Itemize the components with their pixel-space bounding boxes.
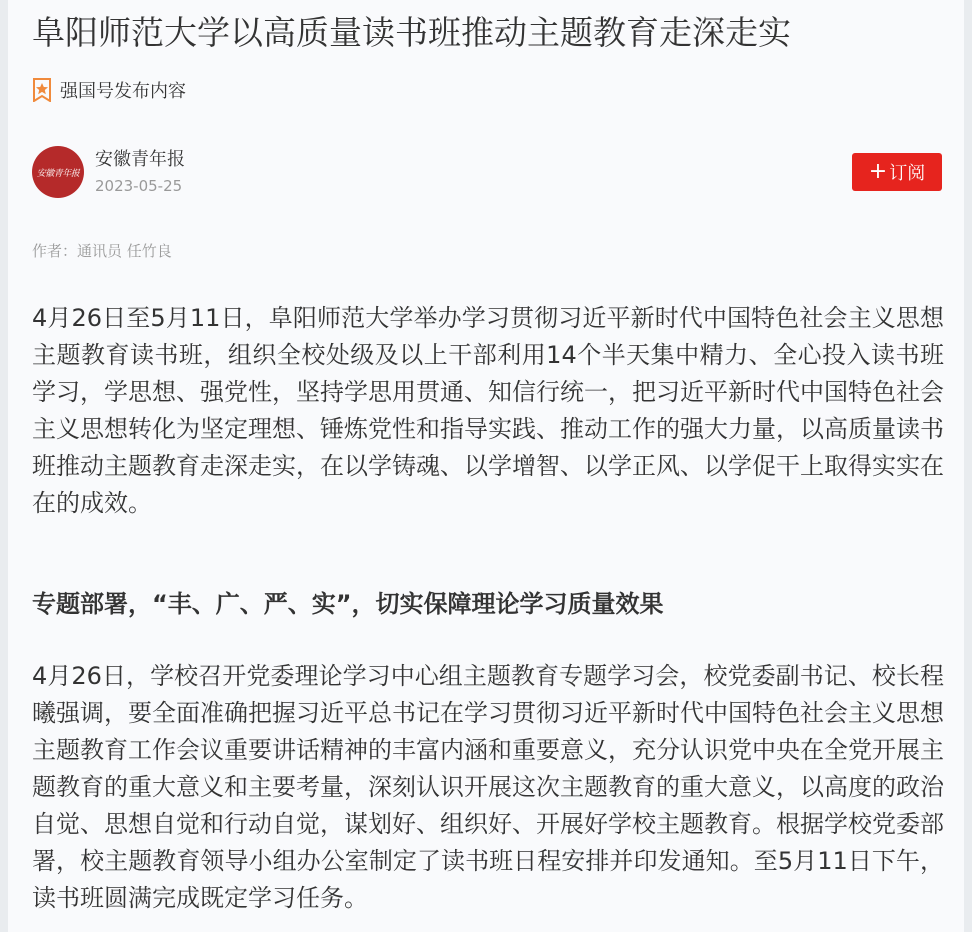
publisher-avatar[interactable] <box>32 146 84 198</box>
article-paragraph-1: 4月26日至5月11日，阜阳师范大学举办学习贯彻习近平新时代中国特色社会主义思想主题教育读书班，组织全校处级及以上干部利用14个半天集中精力、全心投入读书班学习，学思想、强党性，坚持学思用贯通、知信行统一，把习近平新时代中国特色社会主义思想转化为坚定理想、锤炼党性和指导实践、推动工作的强大力量，以高质量读书班推动主题教育走深走实，在以学铸魂、以学增智、以学正风、以学促干上取得实实在在的成效。 <box>32 304 944 517</box>
source-label: 强国号发布内容 <box>60 81 186 102</box>
publisher-name[interactable]: 安徽青年报 <box>95 149 185 170</box>
byline-prefix: 作者： <box>32 242 78 260</box>
section-heading: 专题部署，“丰、广、严、实”，切实保障理论学习质量效果 <box>32 590 664 618</box>
source-tag <box>32 76 186 104</box>
byline-author: 通讯员 任竹良 <box>77 242 172 260</box>
publish-date: 2023-05-25 <box>95 177 183 195</box>
article-title: 阜阳师范大学以高质量读书班推动主题教育走深走实 <box>32 13 791 52</box>
byline <box>32 240 172 262</box>
article-card <box>8 0 964 932</box>
subscribe-label: 订阅 <box>889 163 926 184</box>
star-bookmark-icon <box>32 78 52 102</box>
plus-icon: + <box>868 159 888 184</box>
avatar-logo-text: 安徽青年报 <box>36 168 80 179</box>
article-paragraph-2: 4月26日，学校召开党委理论学习中心组主题教育专题学习会，校党委副书记、校长程曦强调，要全面准确把握习近平总书记在学习贯彻习近平新时代中国特色社会主义思想主题教育工作会议重要讲话精神的丰富内涵和重要意义，充分认识党中央在全党开展主题教育的重大意义和主要考量，深刻认识开展这次主题教育的重大意义，以高度的政治自觉、思想自觉和行动自觉，谋划好、组织好、开展好学校主题教育。根据学校党委部署，校主题教育领导小组办公室制定了读书班日程安排并印发通知。至5月11日下午，读书班圆满完成既定学习任务。 <box>32 662 944 912</box>
subscribe-button[interactable] <box>852 153 942 191</box>
